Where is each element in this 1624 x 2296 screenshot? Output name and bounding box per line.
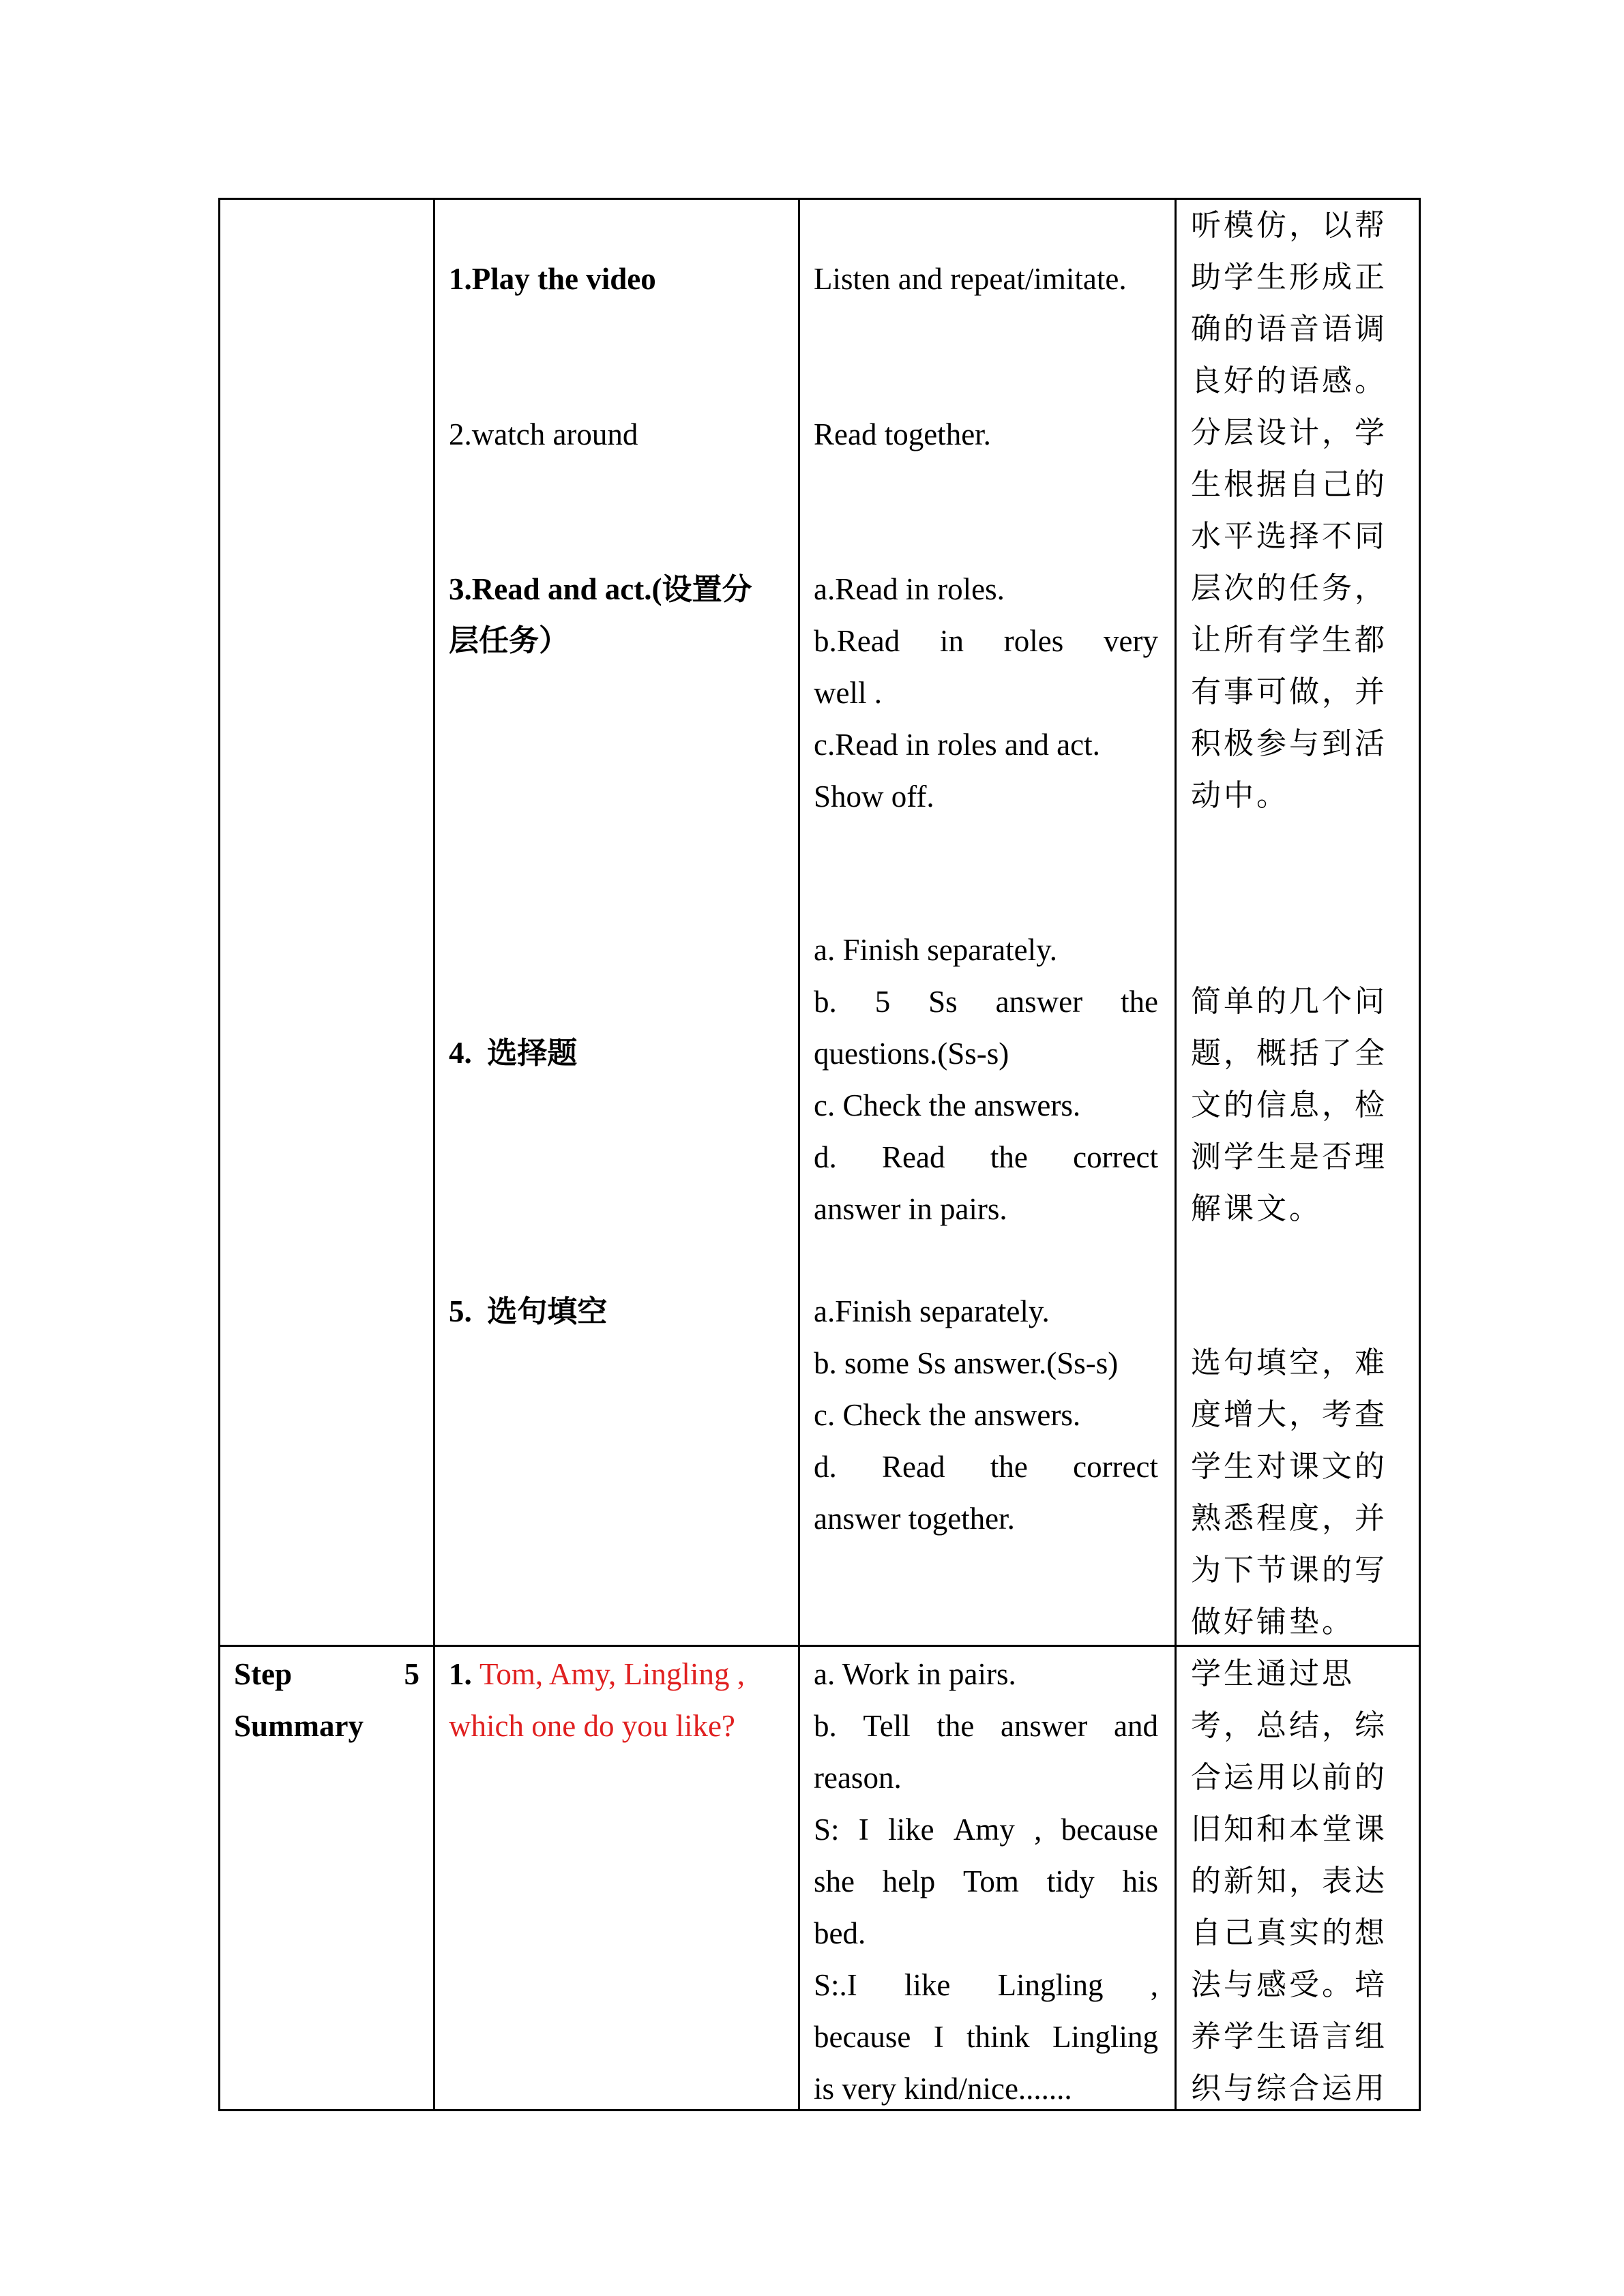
student-line: answer together. [814,1502,1015,1536]
purpose-line: 度增大，考查 [1191,1397,1387,1432]
table-left-border [218,198,220,2111]
student-line: b. some Ss answer.(Ss-s) [814,1346,1119,1380]
purpose-line: 测学生是否理 [1191,1139,1387,1174]
activity-3-continued: 层任务） [449,623,569,658]
student-line: c. Check the answers. [814,1088,1081,1122]
student-line: b. Tell the answer and [814,1709,1158,1743]
student-line: Show off. [814,779,934,814]
purpose-line: 让所有学生都 [1191,623,1387,657]
purpose-line: 水平选择不同 [1191,519,1387,554]
summary-activity: 1. Tom, Amy, Lingling , [449,1657,745,1691]
purpose-line: 旧知和本堂课 [1191,1812,1387,1847]
column-divider-1 [433,198,435,2111]
student-line: a.Read in roles. [814,572,1005,606]
purpose-line: 自己真实的想 [1191,1915,1387,1950]
step-name: Summary [234,1709,364,1743]
activity-4: 4. 选择题 [449,1036,578,1071]
purpose-line: 良好的语感。 [1191,363,1387,398]
column-divider-3 [1175,198,1177,2111]
student-line: she help Tom tidy his [814,1864,1158,1898]
purpose-line: 为下节课的写 [1191,1553,1387,1587]
student-line: a.Finish separately. [814,1294,1050,1328]
purpose-line: 层次的任务， [1191,571,1387,606]
purpose-line: 做好铺垫。 [1191,1605,1355,1639]
activity-3: 3.Read and act.(设置分 [449,572,752,607]
student-line: c. Check the answers. [814,1398,1081,1432]
table-right-border [1419,198,1421,2111]
purpose-line: 的新知，表达 [1191,1864,1387,1898]
purpose-line: 学生通过思 [1191,1656,1355,1691]
student-line: S:.I like Lingling , [814,1968,1158,2002]
student-line: bed. [814,1916,866,1950]
student-line: c.Read in roles and act. [814,728,1100,762]
student-line: well . [814,676,882,710]
purpose-line: 选句填空，难 [1191,1345,1387,1380]
purpose-line: 动中。 [1191,778,1289,813]
step-label: Step 5 [234,1657,419,1691]
activity-1: 1.Play the video [449,262,656,296]
summary-activity-continued: which one do you like? [449,1709,735,1743]
activity-5: 5. 选句填空 [449,1294,608,1329]
purpose-line: 养学生语言组 [1191,2019,1387,2054]
purpose-line: 有事可做，并 [1191,674,1387,709]
purpose-line: 听模仿，以帮 [1191,208,1387,243]
student-line: a. Work in pairs. [814,1657,1016,1691]
purpose-line: 考，总结，综 [1191,1708,1387,1743]
student-line: b. 5 Ss answer the [814,985,1158,1019]
student-line: because I think Lingling [814,2020,1158,2054]
purpose-line: 文的信息，检 [1191,1088,1387,1122]
purpose-line: 确的语音语调 [1191,312,1387,346]
purpose-line: 生根据自己的 [1191,467,1387,502]
purpose-line: 简单的几个问 [1191,984,1387,1019]
activity-2: 2.watch around [449,417,638,451]
student-line: is very kind/nice....... [814,2072,1072,2106]
student-line: Listen and repeat/imitate. [814,262,1127,296]
student-line: d. Read the correct [814,1450,1158,1484]
purpose-line: 助学生形成正 [1191,260,1387,295]
student-line: b.Read in roles very [814,624,1158,658]
student-line: reason. [814,1761,902,1795]
column-divider-2 [798,198,800,2111]
student-line: d. Read the correct [814,1140,1158,1174]
student-line: a. Finish separately. [814,933,1057,967]
purpose-line: 学生对课文的 [1191,1449,1387,1484]
purpose-line: 分层设计，学 [1191,415,1387,450]
purpose-line: 积极参与到活 [1191,726,1387,761]
purpose-line: 织与综合运用 [1191,2071,1387,2106]
student-line: Read together. [814,417,991,451]
purpose-line: 熟悉程度，并 [1191,1501,1387,1536]
student-line: questions.(Ss-s) [814,1037,1009,1071]
student-line: answer in pairs. [814,1192,1007,1226]
purpose-line: 法与感受。培 [1191,1967,1387,2002]
purpose-line: 合运用以前的 [1191,1760,1387,1795]
purpose-line: 题，概括了全 [1191,1036,1387,1071]
student-line: S: I like Amy , because [814,1813,1158,1847]
purpose-line: 解课文。 [1191,1191,1322,1226]
